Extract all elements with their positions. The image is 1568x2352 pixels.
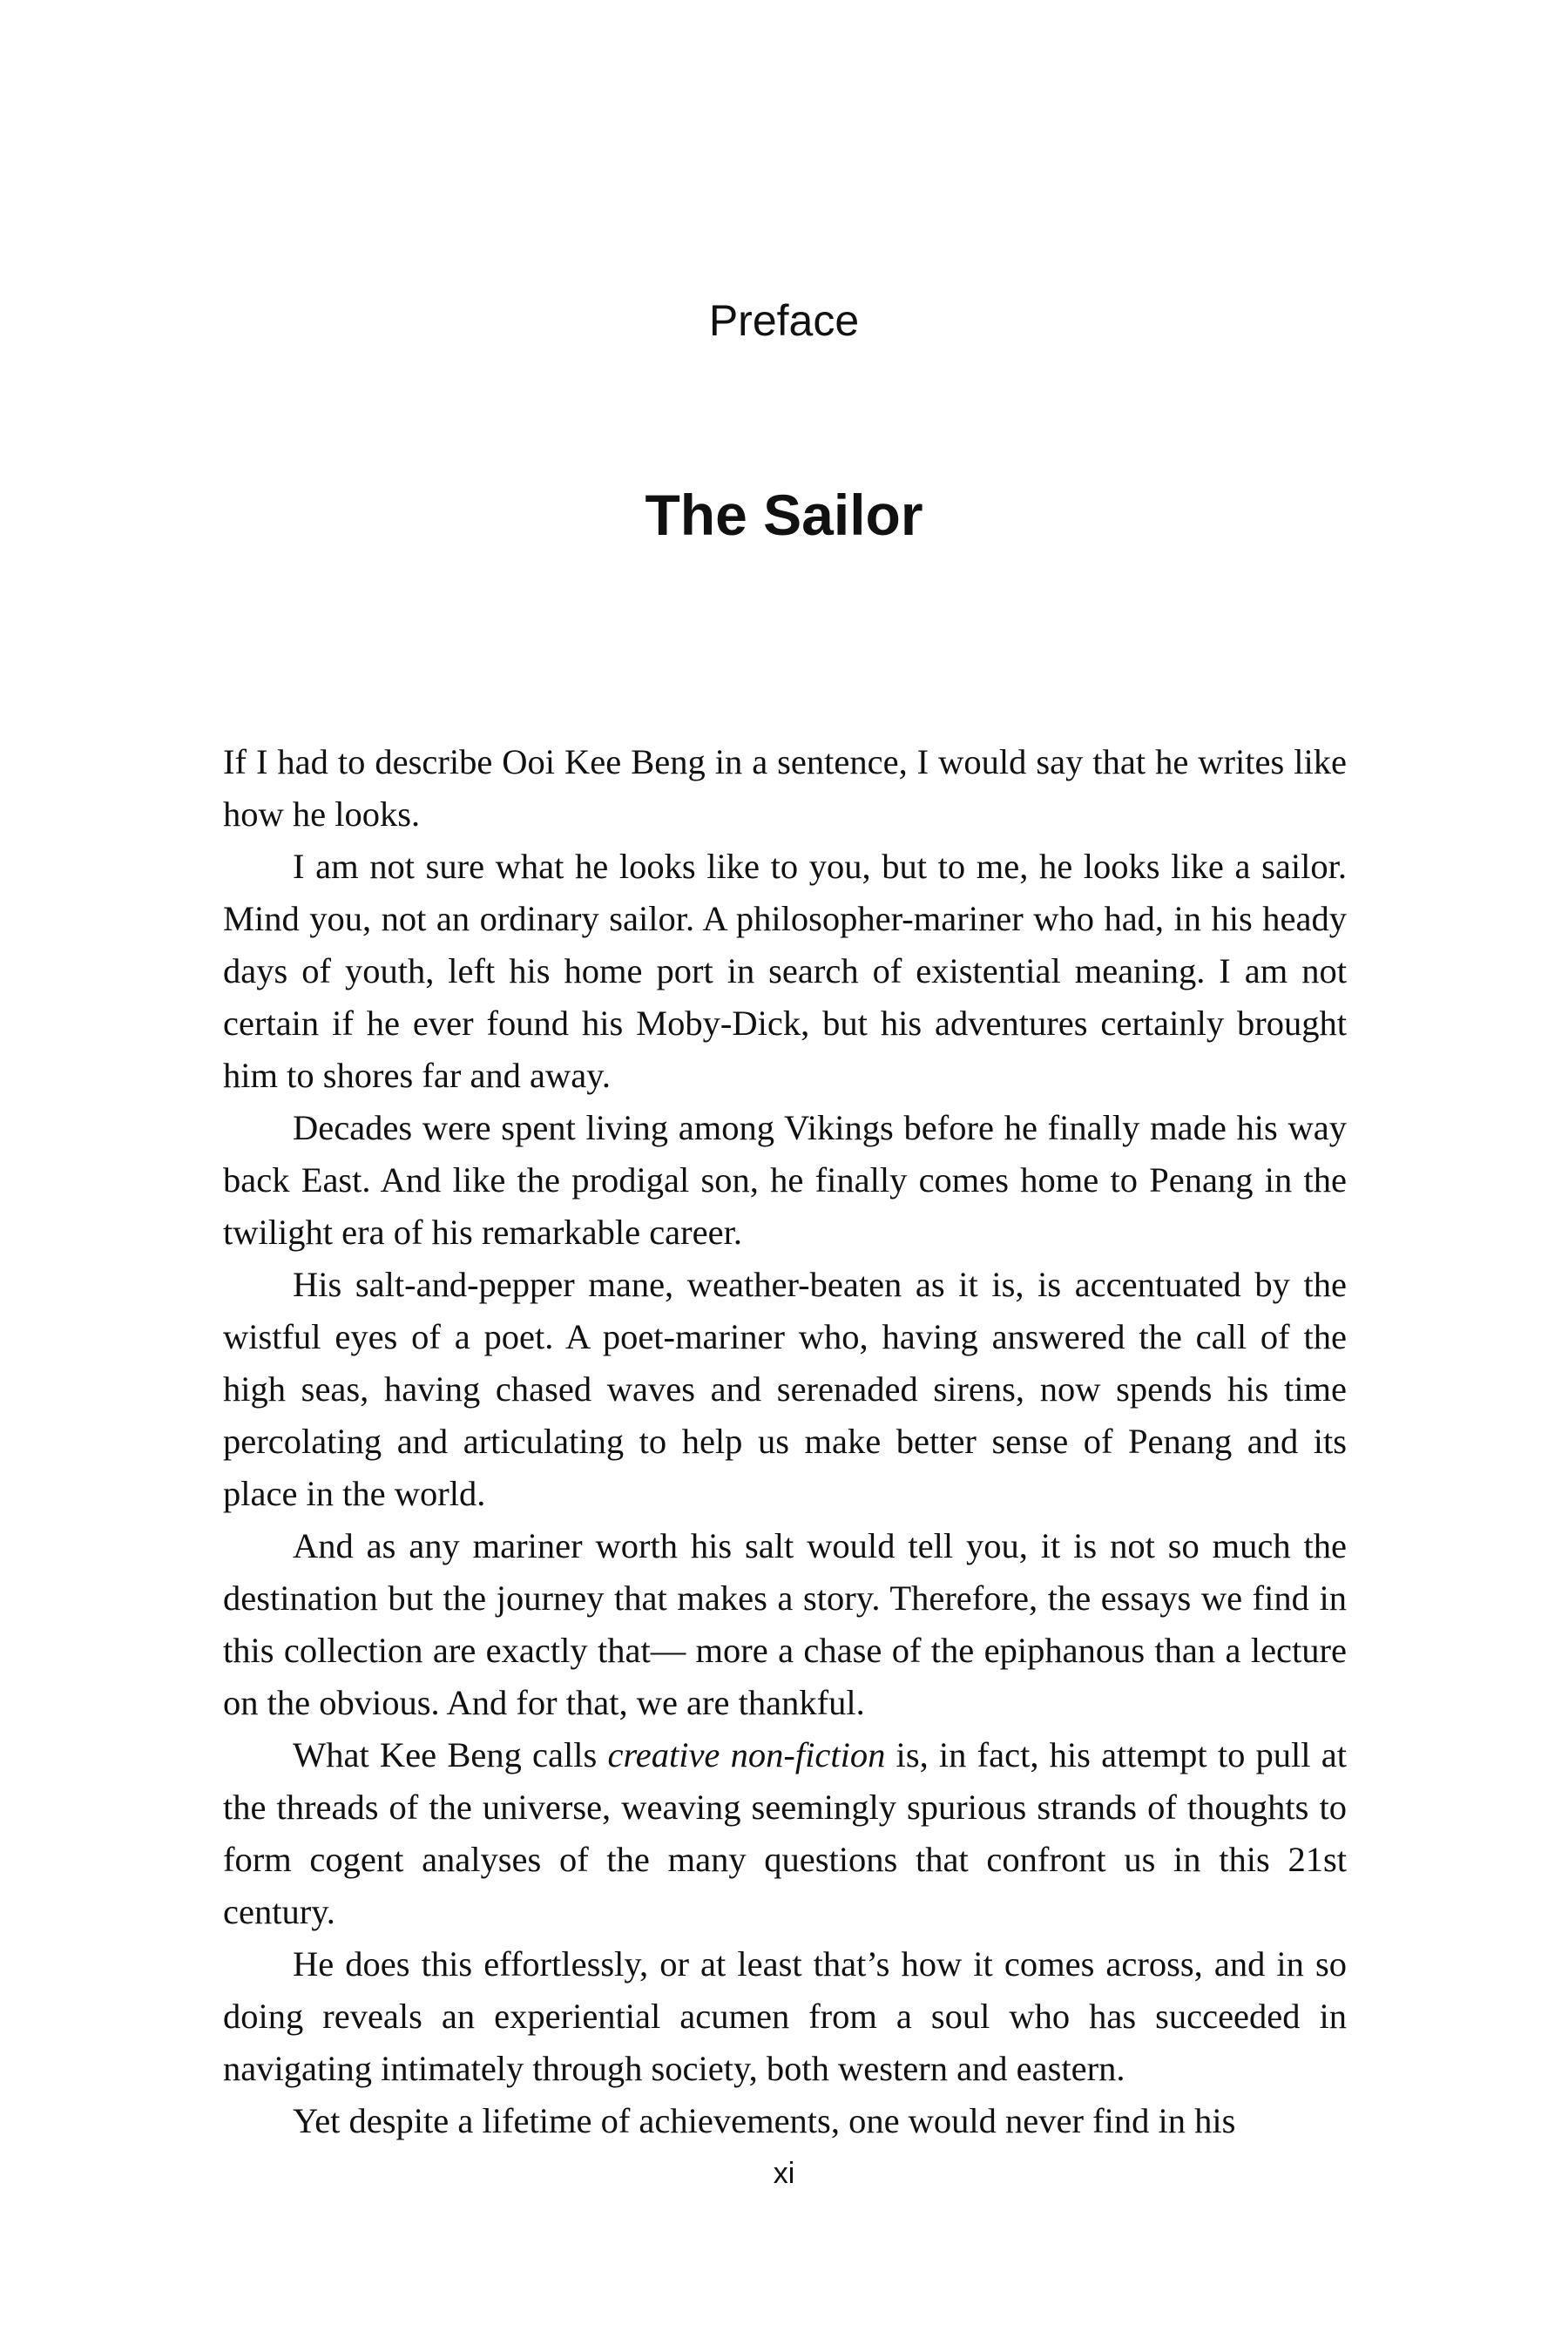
paragraph: His salt-and-pepper mane, weather-beaten as it is, is accentuated by the wistful eyes of a poet. A poet-mariner who, having answered the call of the high seas, having chased waves and serenaded sirens, now spends his time percolating and articulating to help us make better sense of Penang and its place in the world. bbox=[223, 1265, 1347, 1513]
body-text bbox=[223, 736, 1347, 2147]
section-label: Preface bbox=[708, 296, 860, 345]
paragraph bbox=[223, 1729, 1347, 1938]
page-number: xi bbox=[773, 2157, 795, 2190]
paragraph: Decades were spent living among Vikings before he finally made his way back East. And like the prodigal son, he finally comes home to Penang in the twilight era of his remarkable career. bbox=[223, 1108, 1347, 1252]
paragraph: He does this effortlessly, or at least that’s how it comes across, and in so doing reveals an experiential acumen from a soul who has succeeded in navigating intimately through society, both western and eastern. bbox=[223, 1944, 1347, 2088]
paragraph-text-before: What Kee Beng calls bbox=[293, 1735, 608, 1774]
chapter-title: The Sailor bbox=[645, 483, 923, 547]
paragraph: I am not sure what he looks like to you, but to me, he looks like a sailor. Mind you, not an ordinary sailor. A philosopher-mariner who had, in his heady days of youth, left his home port in search of existential meaning. I am not certain if he ever found his Moby-Dick, but his adventures certainly brought him to shores far and away. bbox=[223, 847, 1347, 1095]
paragraph: Yet despite a lifetime of achievements, one would never find in his bbox=[293, 2101, 1236, 2140]
paragraph-text-after: is, in fact, his attempt to pull at the threads of the universe, weaving seemingly spurious strands of thoughts to form cogent analyses of the many questions that confront us in this 21st century. bbox=[223, 1735, 1347, 1931]
paragraph: And as any mariner worth his salt would tell you, it is not so much the destination but the journey that makes a story. Therefore, the essays we find in this collection are exactly that— more a chase of the epiphanous than a lecture on the obvious. And for that, we are thankful. bbox=[223, 1526, 1347, 1722]
italic-term: creative non-fiction bbox=[607, 1735, 886, 1774]
paragraph: If I had to describe Ooi Kee Beng in a sentence, I would say that he writes like how he looks. bbox=[223, 742, 1347, 834]
